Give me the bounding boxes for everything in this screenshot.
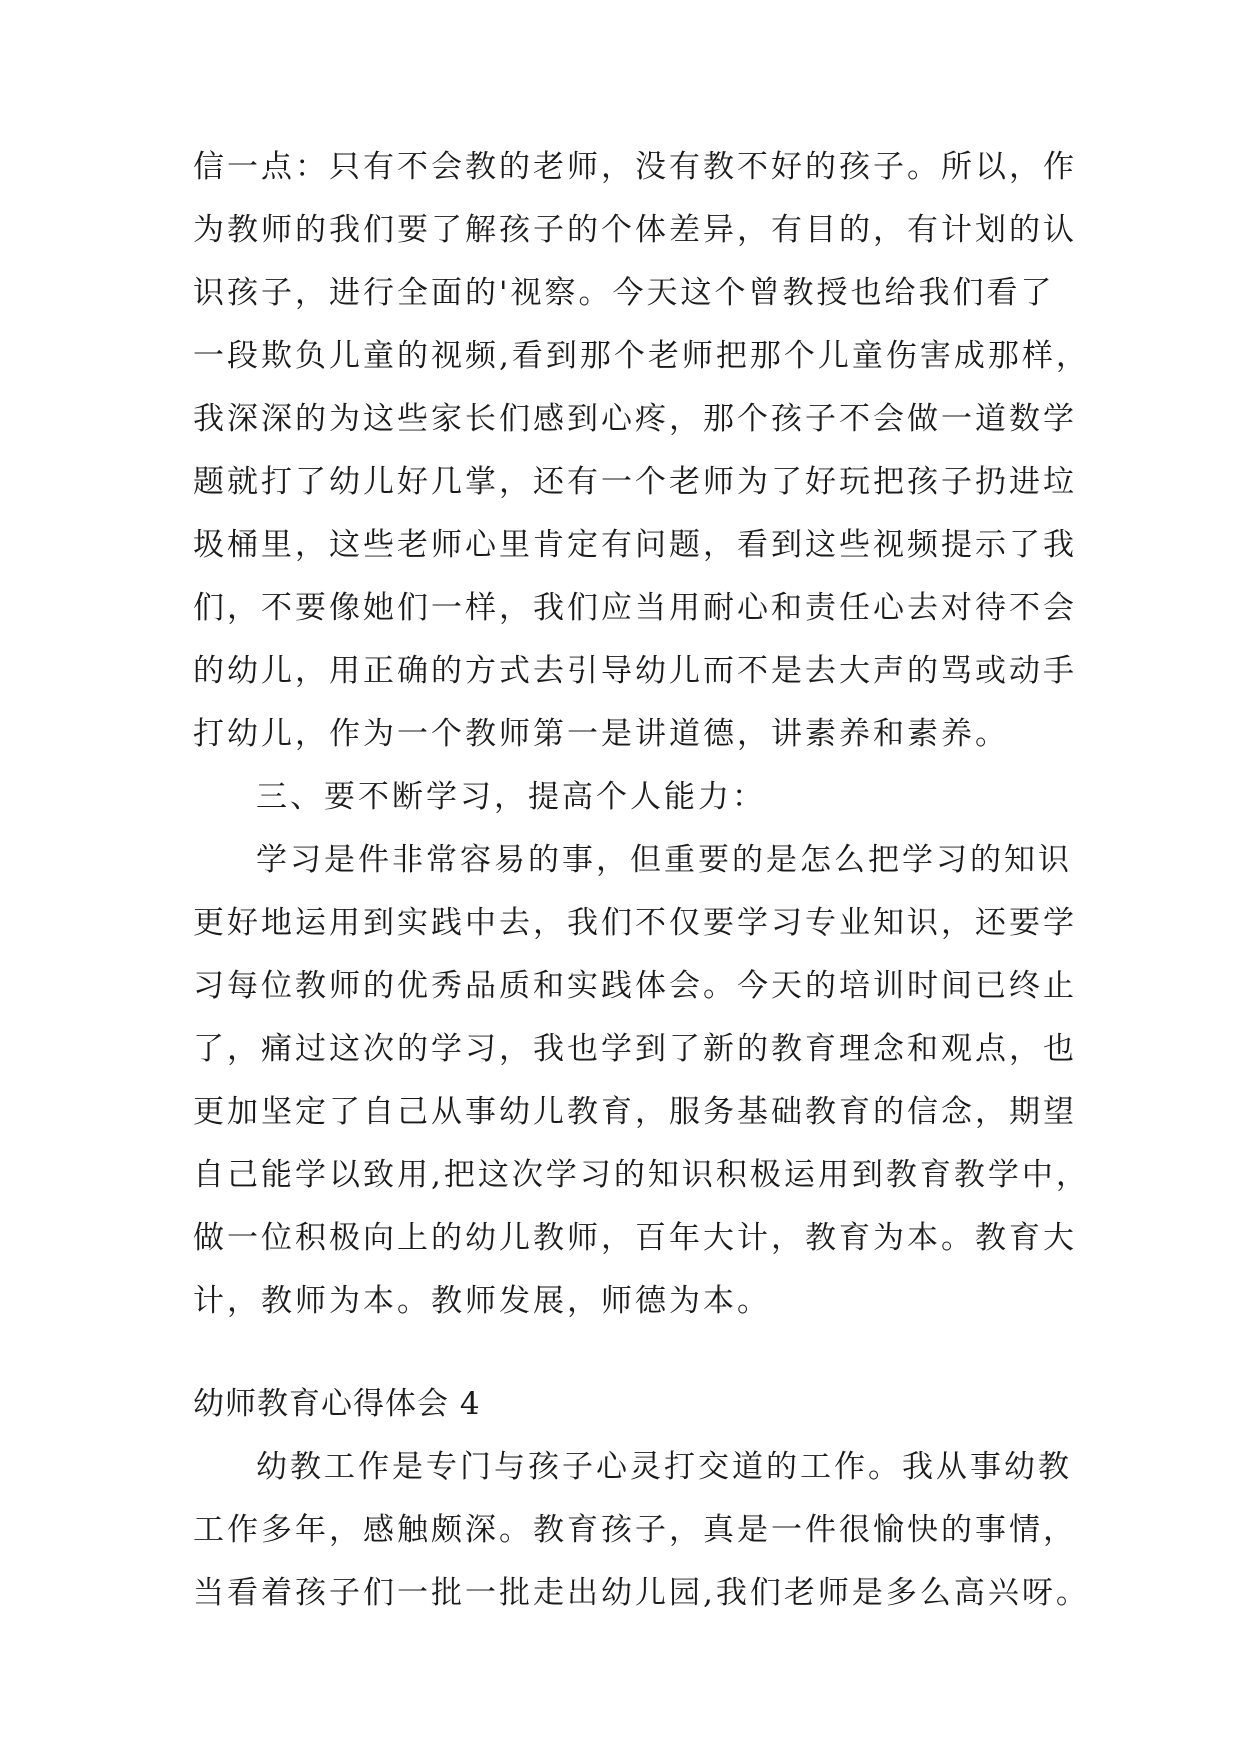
paragraph-line: 更加坚定了自己从事幼儿教育，服务基础教育的信念，期望 [193,1094,1077,1130]
paragraph-line: 为教师的我们要了解孩子的个体差异，有目的，有计划的认 [193,212,1077,248]
paragraph-line: 一段欺负儿童的视频,看到那个老师把那个儿童伤害成那样， [193,338,1090,374]
paragraph-line: 信一点：只有不会教的老师，没有教不好的孩子。所以，作 [193,149,1077,185]
paragraph-line: 我深深的为这些家长们感到心疼，那个孩子不会做一道数学 [193,401,1077,437]
paragraph-line: 圾桶里，这些老师心里肯定有问题，看到这些视频提示了我 [193,527,1077,563]
paragraph-line: 做一位积极向上的幼儿教师，百年大计，教育为本。教育大 [193,1220,1077,1256]
paragraph-line: 习每位教师的优秀品质和实践体会。今天的培训时间已终止 [193,968,1077,1004]
paragraph-line: 们，不要像她们一样，我们应当用耐心和责任心去对待不会 [193,590,1077,626]
paragraph-line: 了，痛过这次的学习，我也学到了新的教育理念和观点，也 [193,1031,1077,1067]
paragraph-line: 学习是件非常容易的事，但重要的是怎么把学习的知识 [256,842,1072,878]
paragraph-line: 自己能学以致用,把这次学习的知识积极运用到教育教学中， [193,1157,1090,1193]
paragraph-line: 更好地运用到实践中去，我们不仅要学习专业知识，还要学 [193,905,1077,941]
paragraph-line: 识孩子，进行全面的'视察。今天这个曾教授也给我们看了 [193,275,1055,311]
paragraph-line: 题就打了幼儿好几掌，还有一个老师为了好玩把孩子扔进垃 [193,464,1077,500]
paragraph-line: 当看着孩子们一批一批走出幼儿园,我们老师是多么高兴呀。 [193,1575,1090,1611]
paragraph-line: 幼教工作是专门与孩子心灵打交道的工作。我从事幼教 [256,1449,1072,1485]
section-three-title: 三、要不断学习，提高个人能力： [256,779,766,815]
section-heading: 幼师教育心得体会 4 [193,1386,481,1422]
paragraph-line: 工作多年，感触颇深。教育孩子，真是一件很愉快的事情， [193,1512,1077,1548]
paragraph-line: 打幼儿，作为一个教师第一是讲道德，讲素养和素养。 [193,716,1009,752]
paragraph-line: 计，教师为本。教师发展，师德为本。 [193,1283,771,1319]
paragraph-line: 的幼儿，用正确的方式去引导幼儿而不是去大声的骂或动手 [193,653,1077,689]
